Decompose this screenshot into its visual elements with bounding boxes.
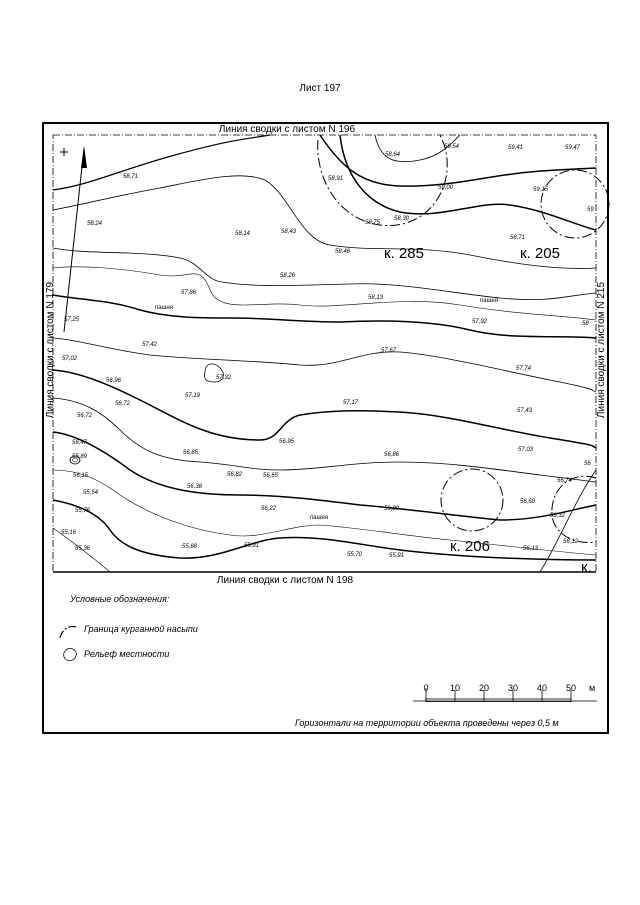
elevation-label: 58,71 xyxy=(123,174,139,180)
elevation-label: 57,86 xyxy=(181,290,197,296)
elevation-label: 58,71 xyxy=(510,235,526,241)
field-label: пашня xyxy=(480,298,498,304)
elevation-label: 56,82 xyxy=(227,472,243,478)
elevation-label: 57,17 xyxy=(343,400,359,406)
elevation-label: 55,16 xyxy=(61,530,77,536)
bottom-side-label: Линия сводки с листом N 198 xyxy=(216,575,354,586)
elevation-label: 57,42 xyxy=(142,342,158,348)
mound-k206-boundary xyxy=(441,469,503,531)
elevation-label: 59,41 xyxy=(508,145,524,151)
legend-mound-boundary: Граница курганной насыпи xyxy=(84,624,198,634)
scale-tick-label: 50 xyxy=(565,683,577,693)
elevation-label: 58,30 xyxy=(394,216,410,222)
elevation-label: 58,75 xyxy=(365,220,381,226)
field-label: пашня xyxy=(310,515,328,521)
field-label: пашня xyxy=(155,305,173,311)
kurgan-label: к. 285 xyxy=(384,245,424,262)
kurgan-label: к. xyxy=(581,559,592,576)
elevation-label: 56,38 xyxy=(187,484,203,490)
contour-interval-note: Горизонтали на территории объекта проведены через 0,5 м xyxy=(295,718,559,728)
scale-unit: м xyxy=(589,683,596,693)
elevation-label: 56,32 xyxy=(550,513,566,519)
elevation-label: 55,76 xyxy=(75,508,91,514)
elevation-label: 59,54 xyxy=(444,144,460,150)
elevation-label: 56 xyxy=(584,461,591,467)
kurgan-label: к. 206 xyxy=(450,538,490,555)
elevation-label: 56,72 xyxy=(115,401,131,407)
elevation-label: 56,65 xyxy=(263,473,279,479)
scale-tick-label: 30 xyxy=(507,683,519,693)
scale-tick-label: 40 xyxy=(536,683,548,693)
elevation-label: 58,43 xyxy=(281,229,297,235)
elevation-label: 56,74 xyxy=(557,478,573,484)
elevation-label: 57,74 xyxy=(516,366,532,372)
contour-lines xyxy=(53,135,596,572)
elevation-label: 55,91 xyxy=(244,543,260,549)
legend-title: Условные обозначения: xyxy=(70,594,170,604)
elevation-label: 57,25 xyxy=(64,317,80,323)
elevation-label: 56,96 xyxy=(106,378,122,384)
elevation-label: 55,54 xyxy=(83,490,99,496)
elevation-label: 59,00 xyxy=(438,185,454,191)
elevation-label: 56,47 xyxy=(72,440,88,446)
mound-k205-boundary xyxy=(541,170,609,238)
elevation-label: 57,02 xyxy=(62,356,78,362)
elevation-label: 56,39 xyxy=(384,506,400,512)
legend xyxy=(60,594,198,661)
elevation-label: 56,72 xyxy=(77,413,93,419)
north-arrow-icon xyxy=(60,146,87,332)
elevation-label: 57,67 xyxy=(381,348,397,354)
scale-bar xyxy=(413,683,597,702)
elevation-label: 58,24 xyxy=(87,221,103,227)
elevation-label: 56,95 xyxy=(279,439,295,445)
elevation-label: 58,26 xyxy=(280,273,296,279)
terrain-relief-icon xyxy=(64,648,77,660)
elevation-label: 56,13 xyxy=(523,546,539,552)
outer-frame xyxy=(43,123,608,733)
elevation-label: 59 xyxy=(587,207,594,213)
elevation-label: 57,43 xyxy=(517,408,533,414)
map-boundary xyxy=(53,135,596,572)
scale-tick-label: 0 xyxy=(423,683,429,693)
elevation-label: 59,15 xyxy=(533,187,549,193)
elevation-label: 56,12 xyxy=(563,539,579,545)
sheet-title: Лист 197 xyxy=(299,83,341,94)
mound-boundary-icon xyxy=(60,626,78,638)
scale-tick-label: 10 xyxy=(449,683,461,693)
elevation-label: 57,03 xyxy=(518,447,534,453)
elevation-label: 55,70 xyxy=(347,552,363,558)
elevation-label: 58 xyxy=(582,321,589,327)
elevation-label: 55,36 xyxy=(75,546,91,552)
elevation-label: 59,47 xyxy=(565,145,581,151)
elevation-label: 56,85 xyxy=(183,450,199,456)
elevation-label: 57,32 xyxy=(216,375,232,381)
elevation-label: 57,92 xyxy=(472,319,488,325)
elevation-label: 55,89 xyxy=(72,454,88,460)
top-side-label: Линия сводки с листом N 196 xyxy=(218,124,356,135)
legend-terrain-relief: Рельеф местности xyxy=(84,649,170,659)
elevation-label: 58,64 xyxy=(385,152,401,158)
elevation-label: 56,60 xyxy=(520,499,536,505)
elevation-label: 58,13 xyxy=(368,295,384,301)
scale-tick-label: 20 xyxy=(478,683,490,693)
elevation-label: 56,86 xyxy=(384,452,400,458)
elevation-label: 58,46 xyxy=(335,249,351,255)
elevation-label: 56,15 xyxy=(73,473,89,479)
elevation-label: 56,22 xyxy=(261,506,277,512)
elevation-label: 58,91 xyxy=(328,176,344,182)
elevation-label: 58,14 xyxy=(235,231,251,237)
elevation-label: 57,19 xyxy=(185,393,201,399)
left-side-label: Линия сводки с листом N 179 xyxy=(45,281,56,419)
kurgan-label: к. 205 xyxy=(520,245,560,262)
right-side-label: Линия сводки с листом N 215 xyxy=(596,281,607,419)
elevation-label: 55,91 xyxy=(389,553,405,559)
elevation-label: 55,88 xyxy=(182,544,198,550)
